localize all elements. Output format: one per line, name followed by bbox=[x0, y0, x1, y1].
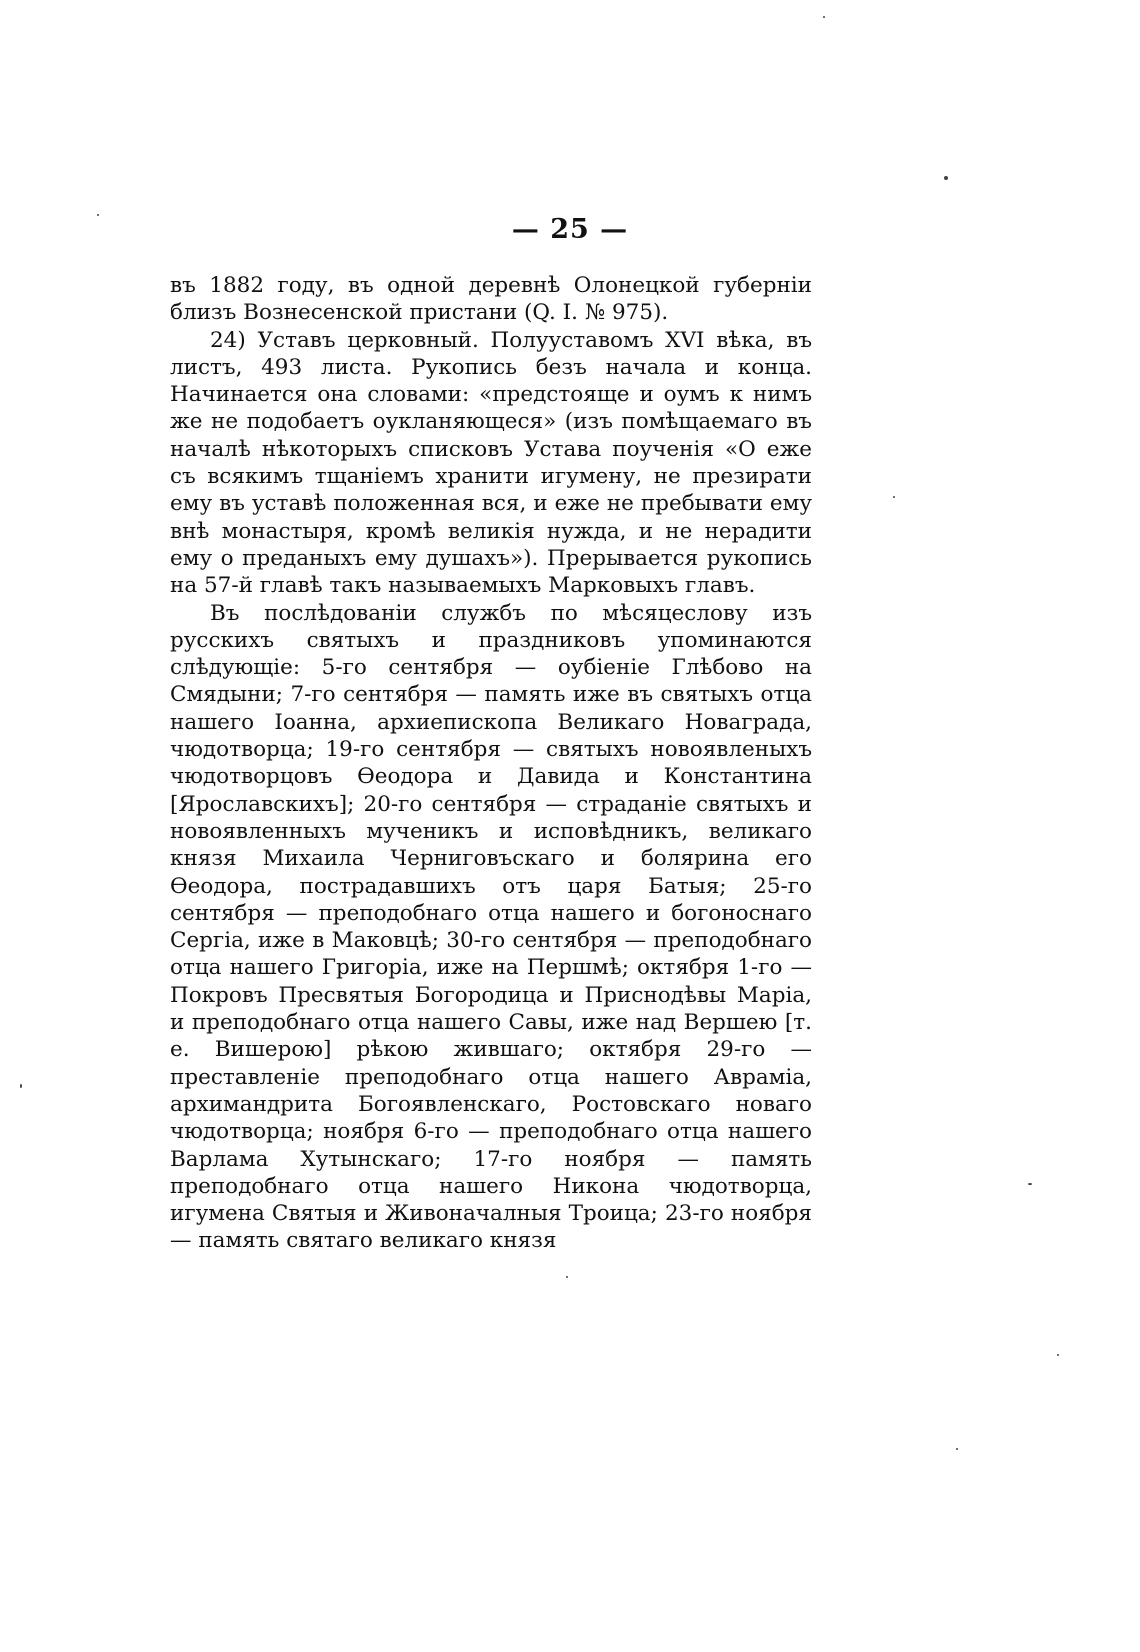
scan-speck bbox=[823, 16, 825, 18]
scan-speck bbox=[20, 1084, 22, 1088]
scan-speck bbox=[97, 214, 99, 216]
page-number: — 25 — bbox=[511, 214, 629, 245]
paragraph-entry-24: 24) Уставъ церковный. Полууставомъ XVI вѣка, въ листъ, 493 листа. Рукопись безъ начала и конца. Начинается она словами: «предстояще и оумъ к нимъ же не подобаетъ оукланяющеся» (изъ помѣщаемаго въ началѣ нѣкоторыхъ списковъ Устава поученія «О еже съ всякимъ тщаніемъ хранити игумену, не презирати ему въ уставѣ положенная вся, и еже не пребывати ему внѣ монастыря, кромѣ великія нужда, и не нерадити ему о преданыхъ ему душахъ»). Прерывается рукопись на 57-й главѣ такъ называемыхъ Марковыхъ главъ. bbox=[170, 327, 812, 599]
scan-speck bbox=[944, 176, 948, 180]
scan-speck bbox=[956, 1448, 958, 1450]
scan-speck bbox=[566, 1276, 568, 1278]
scan-speck bbox=[893, 496, 895, 498]
paragraph-continuation: въ 1882 году, въ одной деревнѣ Олонецкой губерніи близъ Вознесенской пристани (Q. I. № 975). bbox=[170, 273, 812, 326]
paragraph-menologion: Въ послѣдованіи службъ по мѣсяцеслову изъ русскихъ святыхъ и праздниковъ упоминаются слѣдующіе: 5-го сентября — оубіеніе Глѣбово на Смядыни; 7-го сентября — память иже въ святыхъ отца нашего Іоанна, архиепископа Великаго Новаграда, чюдотворца; 19-го сентября — святыхъ новоявленыхъ чюдотворцовъ Ѳеодора и Давида и Константина [Ярославскихъ]; 20-го сентября — страданіе святыхъ и новоявленныхъ мученикъ и исповѣдникъ, великаго князя Михаила Черниговъскаго и болярина его Ѳеодора, пострадавшихъ отъ царя Батыя; 25-го сентября — преподобнаго отца нашего и богоноснаго Сергіа, иже в Маковцѣ; 30-го сентября — преподобнаго отца нашего Григоріа, иже на Першмѣ; октября 1-го — Покровъ Пресвятыя Богородица и Приснодѣвы Маріа, и преподобнаго отца нашего Савы, иже над Вершею [т. е. Вишерою] рѣкою жившаго; октября 29-го — преставленіе преподобнаго отца нашего Авраміа, архимандрита Богоявленскаго, Ростовскаго новаго чюдотворца; ноября 6-го — преподобнаго отца нашего Варлама Хутынскаго; 17-го ноября — память преподобнаго отца нашего Никона чюдотворца, игумена Святыя и Живоначалныя Троица; 23-го ноября — память святаго великаго князя bbox=[170, 600, 812, 1254]
scan-speck bbox=[1028, 1183, 1032, 1185]
scan-speck bbox=[1057, 1354, 1059, 1356]
body-text bbox=[170, 272, 812, 1255]
